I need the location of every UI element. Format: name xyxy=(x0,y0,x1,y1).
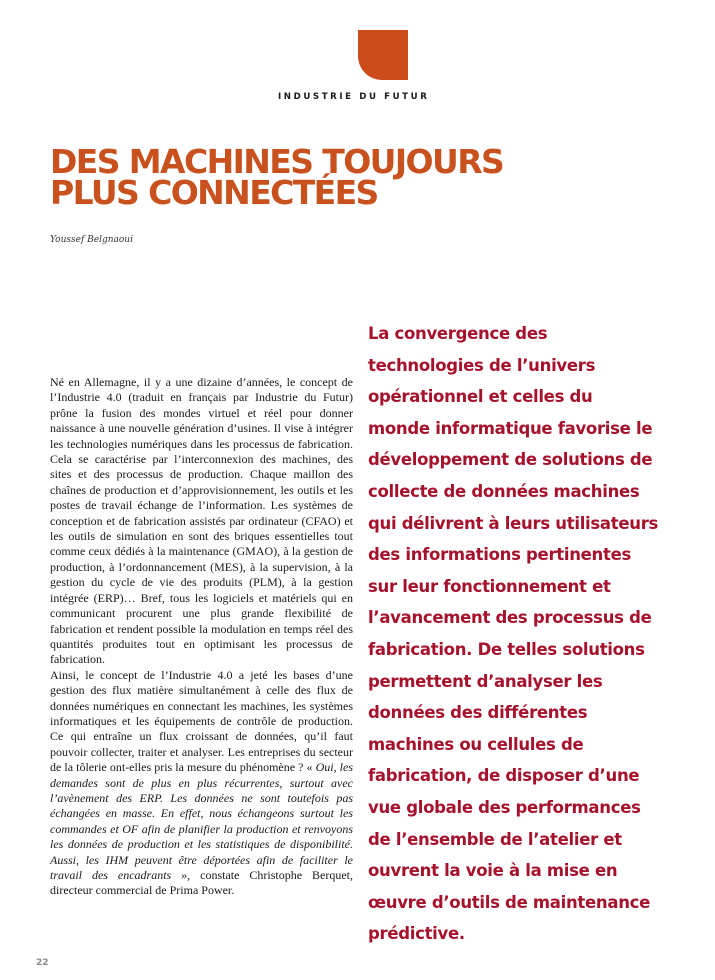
pullquote-line: fabrication, de disposer d’une xyxy=(368,766,640,786)
body-paragraph-1: Né en Allemagne, il y a une dizaine d’années, le concept de l’Industrie 4.0 (traduit en français par Industrie du Futur) prône la fusion des mondes virtuel et réel pour donner naissance à une nouvelle génération d’usines. Il vise à intégrer les technologies numériques dans les processus de fabrication. Cela se caractérise par l’interconnexion des machines, des sites et des processus de production. Chaque maillon des chaînes de production et d’approvisionnement, les outils et les postes de travail échange de l’information. Les systèmes de conception et de fabrication assistés par ordinateur (CFAO) et les outils de simulation en sont des briques essentielles tout comme ceux dédiés à la maintenance (GMAO), à la gestion de production, à l’ordonnancement (MES), à la supervision, à la gestion du cycle de vie des produits (PLM), à la gestion intégrée (ERP)… Bref, tous les logiciels et matériels qui en communicant procurent une plus grande flexibilité de fabrication et rendent possible la modulation en temps réel des quantités produites tout en optimisant les processus de fabrication. xyxy=(50,375,353,667)
pullquote-line: des informations pertinentes xyxy=(368,545,632,565)
pullquote-line: La convergence des xyxy=(368,324,548,343)
pullquote-line: fabrication. De telles solutions xyxy=(368,639,645,659)
author-byline: Youssef Belgnaoui xyxy=(50,235,133,245)
pullquote-line: développement de solutions de xyxy=(368,450,653,470)
pullquote-line: opérationnel et celles du xyxy=(368,387,593,407)
orange-quarter-circle-logo-icon xyxy=(352,26,412,84)
body-paragraph-2 xyxy=(50,668,353,899)
pullquote-line: vue globale des performances xyxy=(368,797,641,817)
pullquote-line: œuvre d’outils de maintenance xyxy=(368,892,651,912)
pullquote-line: permettent d’analyser les xyxy=(368,671,603,691)
pullquote-line: l’avancement des processus de xyxy=(368,608,652,628)
title-line-2: PLUS CONNECTÉES xyxy=(50,173,378,212)
quote-attribution: », constate Christophe Berquet, directeur commercial de Prima Power. xyxy=(50,868,354,898)
pullquote-line: machines ou cellules de xyxy=(368,734,584,754)
page-number: 22 xyxy=(36,958,49,968)
article-body xyxy=(50,375,353,899)
pullquote-line: collecte de données machines xyxy=(368,481,640,501)
title-line-1: DES MACHINES TOUJOURS xyxy=(50,142,504,181)
section-label: INDUSTRIE DU FUTUR xyxy=(278,92,430,102)
quote-text: Oui, les demandes sont de plus en plus récurrentes, surtout avec l’avènement des ERP. Les données ne sont toutefois pas échangées en masse. En effet, nous échangeons surtout les commandes et OF afin de planifier la production et renvoyons les données de production et les statistiques de disponibilité. Aussi, les IHM peuvent être déportées afin de faciliter le travail des encadrants xyxy=(50,760,353,882)
pull-quote xyxy=(368,318,698,950)
pullquote-line: prédictive. xyxy=(368,924,465,944)
pullquote-line: de l’ensemble de l’atelier et xyxy=(368,829,622,849)
pullquote-line: qui délivrent à leurs utilisateurs xyxy=(368,513,659,533)
pullquote-line: monde informatique favorise le xyxy=(368,418,653,438)
pullquote-line: données des différentes xyxy=(368,703,588,723)
pullquote-line: technologies de l’univers xyxy=(368,355,596,375)
paragraph-2-text: Ainsi, le concept de l’Industrie 4.0 a jeté les bases d’une gestion des flux matière simultanément à celle des flux de données numériques en connectant les machines, les systèmes informatiques et les équipements de contrôle de production. Ce qui entraîne un flux croissant de données, qu’il faut pouvoir collecter, traiter et analyser. Les entreprises du secteur de la tôlerie ont-elles pris la mesure du phénomène ? « xyxy=(50,667,353,775)
article-title xyxy=(50,142,504,212)
pullquote-line: ouvrent la voie à la mise en xyxy=(368,861,618,881)
pullquote-line: sur leur fonctionnement et xyxy=(368,576,611,596)
